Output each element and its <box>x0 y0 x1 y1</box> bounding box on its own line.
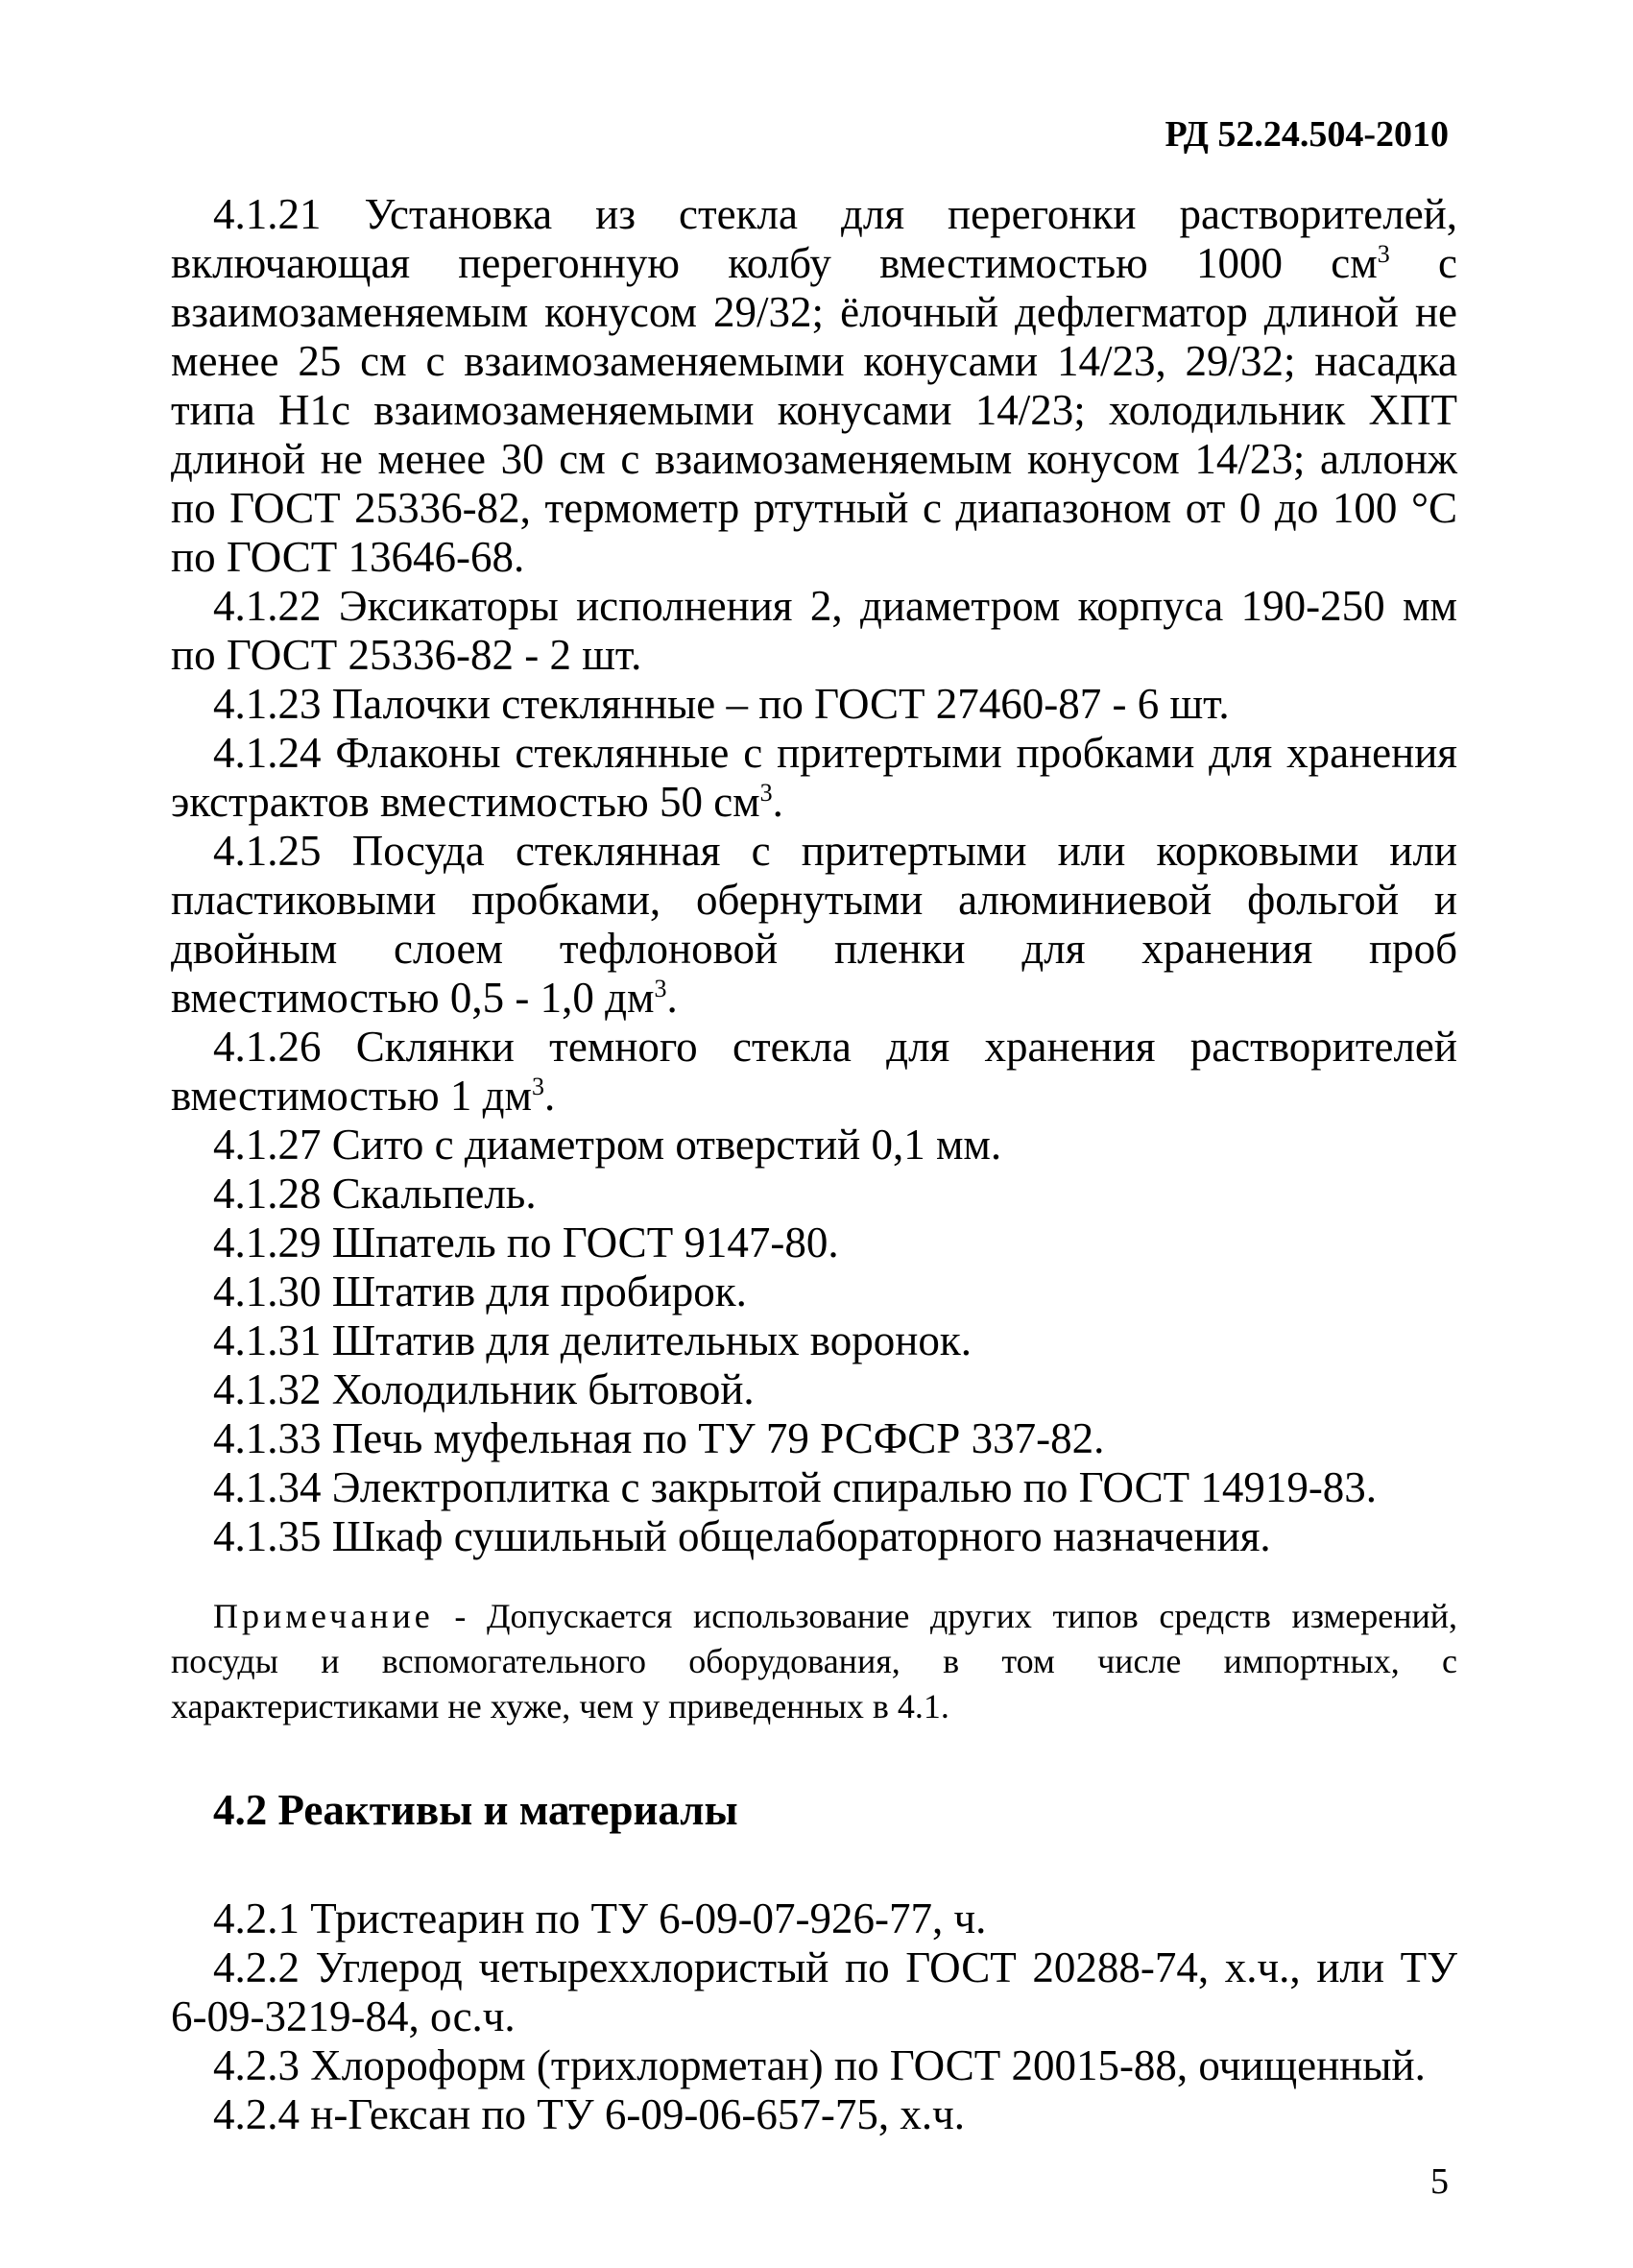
item-4-1-24: 4.1.24 Флаконы стеклянные с притертыми пробками для хранения экстрактов вместимостью 50 $см^3$. <box>171 729 1457 826</box>
item-4-2-3: 4.2.3 Хлороформ (трихлорметан) по ГОСТ 20015-88, очищенный. <box>213 2041 1426 2089</box>
item-4-1-28: 4.1.28 Скальпель. <box>213 1170 537 1218</box>
page-number: 5 <box>1430 2161 1449 2202</box>
item-4-1-34: 4.1.34 Электроплитка с закрытой спиралью по ГОСТ 14919-83. <box>213 1463 1378 1511</box>
note <box>171 1594 1457 1729</box>
item-4-1-33: 4.1.33 Печь муфельная по ТУ 79 РСФСР 337-82. <box>213 1414 1105 1462</box>
item-4-1-32: 4.1.32 Холодильник бытовой. <box>213 1365 755 1413</box>
item-4-1-31: 4.1.31 Штатив для делительных воронок. <box>213 1316 972 1364</box>
item-4-2-1: 4.2.1 Тристеарин по ТУ 6-09-07-926-77, ч. <box>213 1894 987 1942</box>
item-4-2-4: 4.2.4 н-Гексан по ТУ 6-09-06-657-75, х.ч. <box>213 2090 965 2138</box>
note-label: Примечание <box>213 1597 434 1635</box>
item-4-1-27: 4.1.27 Сито с диаметром отверстий 0,1 мм. <box>213 1121 1002 1169</box>
note-text: - Допускается использование других типов средств измерений, посуды и вспомогательного оборудования, в том числе импортных, с характеристиками не хуже, чем у приведенных в 4.1. <box>171 1597 1457 1725</box>
page-body <box>171 190 1457 2139</box>
item-4-1-29: 4.1.29 Шпатель по ГОСТ 9147-80. <box>213 1218 839 1267</box>
item-4-1-35: 4.1.35 Шкаф сушильный общелабораторного назначения. <box>213 1512 1271 1560</box>
document-code: РД 52.24.504-2010 <box>1165 114 1449 155</box>
item-4-1-26: 4.1.26 Склянки темного стекла для хранения растворителей вместимостью 1 $дм^3$. <box>171 1023 1457 1120</box>
item-4-1-25: 4.1.25 Посуда стеклянная с притертыми или корковыми или пластиковыми пробками, обернутыми алюминиевой фольгой и двойным слоем тефлоновой пленки для хранения проб вместимостью 0,5 - 1,0 $дм^3$. <box>171 827 1457 1022</box>
item-4-2-2: 4.2.2 Углерод четыреххлористый по ГОСТ 20288-74, х.ч., или ТУ 6-09-3219-84, ос.ч. <box>171 1943 1457 2040</box>
item-4-1-23: 4.1.23 Палочки стеклянные – по ГОСТ 27460-87 - 6 шт. <box>213 680 1230 728</box>
item-4-1-21: 4.1.21 Установка из стекла для перегонки растворителей, включающая перегонную колбу вместимостью 1000 $см^3$ с взаимозаменяемым конусом 29/32; ёлочный дефлегматор длиной не менее 25 см с взаимозаменяемыми конусами 14/23, 29/32; насадка типа Н1с взаимозаменяемыми конусами 14/23; холодильник ХПТ длиной не менее 30 см с взаимозаменяемым конусом 14/23; аллонж по ГОСТ 25336-82, термометр ртутный с диапазоном от 0 до 100 °С по ГОСТ 13646-68. <box>171 190 1457 581</box>
section-heading: 4.2 Реактивы и материалы <box>213 1786 738 1834</box>
item-4-1-30: 4.1.30 Штатив для пробирок. <box>213 1267 747 1315</box>
item-4-1-22: 4.1.22 Эксикаторы исполнения 2, диаметром корпуса 190-250 мм по ГОСТ 25336-82 - 2 шт. <box>171 582 1457 679</box>
